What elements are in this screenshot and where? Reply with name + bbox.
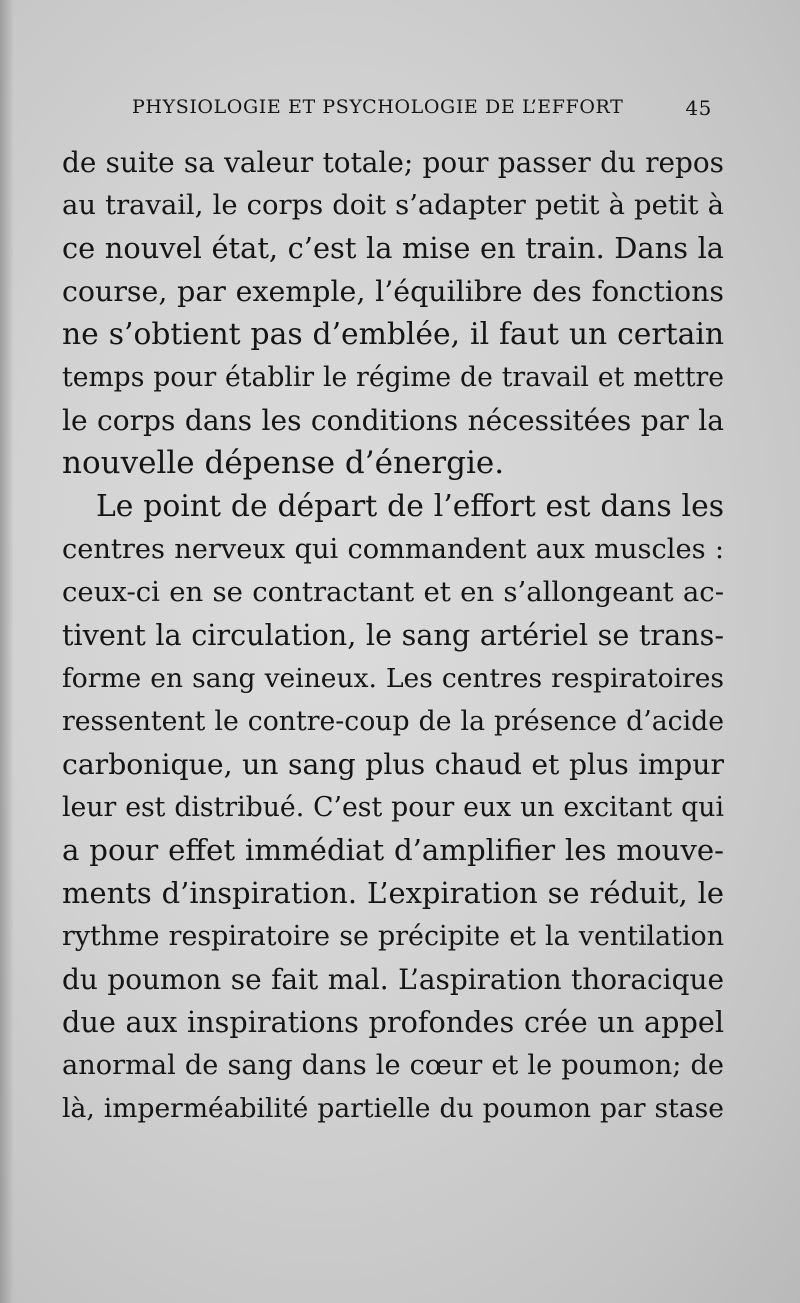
text-line: anormal de sang dans le cœur et le poumon; de: [62, 1050, 724, 1081]
text-line: ce nouvel état, c’est la mise en train. Dans la: [62, 231, 724, 265]
text-line: Le point de départ de l’effort est dans les: [96, 489, 724, 524]
running-head-title: PHYSIOLOGIE ET PSYCHOLOGIE DE L’EFFORT: [132, 96, 624, 118]
text-line: ments d’inspiration. L’expiration se réduit, le: [62, 876, 724, 910]
text-line: nouvelle dépense d’énergie.: [62, 445, 505, 481]
text-line: centres nerveux qui commandent aux muscles :: [62, 534, 724, 565]
text-line: le corps dans les conditions nécessitées par la: [62, 404, 724, 437]
paragraph-1: [62, 141, 724, 485]
text-line: rythme respiratoire se précipite et la ventilation: [62, 921, 724, 952]
text-line: là, imperméabilité partielle du poumon par stase: [62, 1093, 724, 1124]
text-line: temps pour établir le régime de travail et mettre: [62, 362, 724, 393]
text-line: tivent la circulation, le sang artériel se trans-: [62, 618, 724, 652]
text-line: de suite sa valeur totale; pour passer du repos: [62, 146, 724, 179]
paragraph-2: [62, 485, 724, 1130]
running-head: [132, 96, 712, 126]
text-line: ceux-ci en se contractant et en s’allongeant ac-: [62, 576, 724, 608]
text-line: course, par exemple, l’équilibre des fonctions: [62, 275, 724, 308]
text-line: ne s’obtient pas d’emblée, il faut un certain: [62, 317, 724, 352]
text-line: a pour effet immédiat d’amplifier les mouve-: [62, 833, 724, 867]
text-line: du poumon se fait mal. L’aspiration thoracique: [62, 963, 724, 996]
text-line: ressentent le contre-coup de la présence d’acide: [62, 706, 724, 737]
page-edge-shadow: [0, 0, 14, 1303]
text-line: due aux inspirations profondes crée un appel: [62, 1005, 724, 1039]
text-line: leur est distribué. C’est pour eux un excitant qui: [62, 792, 724, 823]
text-line: au travail, le corps doit s’adapter petit à petit à: [62, 190, 724, 221]
text-line: forme en sang veineux. Les centres respiratoires: [62, 663, 724, 694]
body-text: [62, 141, 724, 1130]
text-line: carbonique, un sang plus chaud et plus impur: [62, 748, 724, 781]
page-number: 45: [685, 96, 712, 120]
